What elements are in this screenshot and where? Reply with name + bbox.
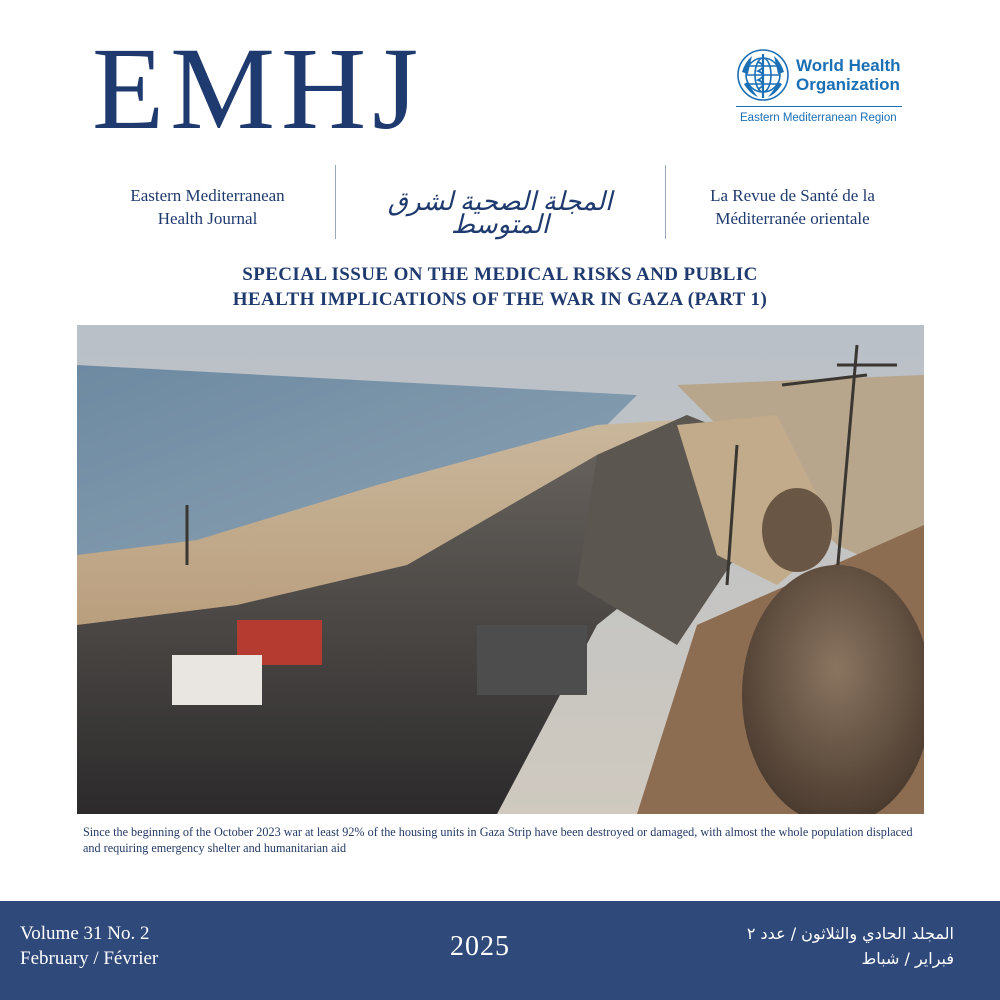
volume-number: Volume 31 No. 2	[20, 923, 150, 944]
issue-month: February / Février	[20, 948, 159, 969]
issue-footer	[0, 901, 1000, 1000]
photo-caption: Since the beginning of the October 2023 war at least 92% of the housing units in Gaza Strip have been destroyed or damaged, with almost the whole population displaced and requiring emergency shelter and humanitarian aid	[83, 825, 913, 855]
arabic-month: فبراير / شباط	[861, 949, 954, 968]
english-title: Eastern Mediterranean Health Journal	[130, 186, 285, 228]
issue-headline: SPECIAL ISSUE ON THE MEDICAL RISKS AND PUBLIC HEALTH IMPLICATIONS OF THE WAR IN GAZA (PART 1)	[232, 264, 768, 310]
who-name: World Health Organization	[796, 56, 901, 94]
arabic-title: المجلة الصحية لشرق المتوسط	[387, 187, 613, 239]
title-divider-right	[665, 165, 666, 239]
french-title: La Revue de Santé de la Méditerranée orientale	[710, 186, 875, 228]
cover-photo	[77, 325, 924, 814]
journal-logo: EMHJ	[92, 23, 425, 154]
who-logo	[736, 48, 906, 128]
issue-info	[20, 921, 158, 971]
title-divider-left	[335, 165, 336, 239]
who-emblem-icon	[736, 48, 790, 102]
who-divider	[736, 106, 902, 107]
who-region: Eastern Mediterranean Region	[740, 112, 897, 124]
arabic-volume: المجلد الحادي والثلاثون / عدد ٢	[746, 924, 954, 943]
arabic-issue-info	[747, 921, 954, 971]
issue-year: 2025	[450, 931, 510, 962]
